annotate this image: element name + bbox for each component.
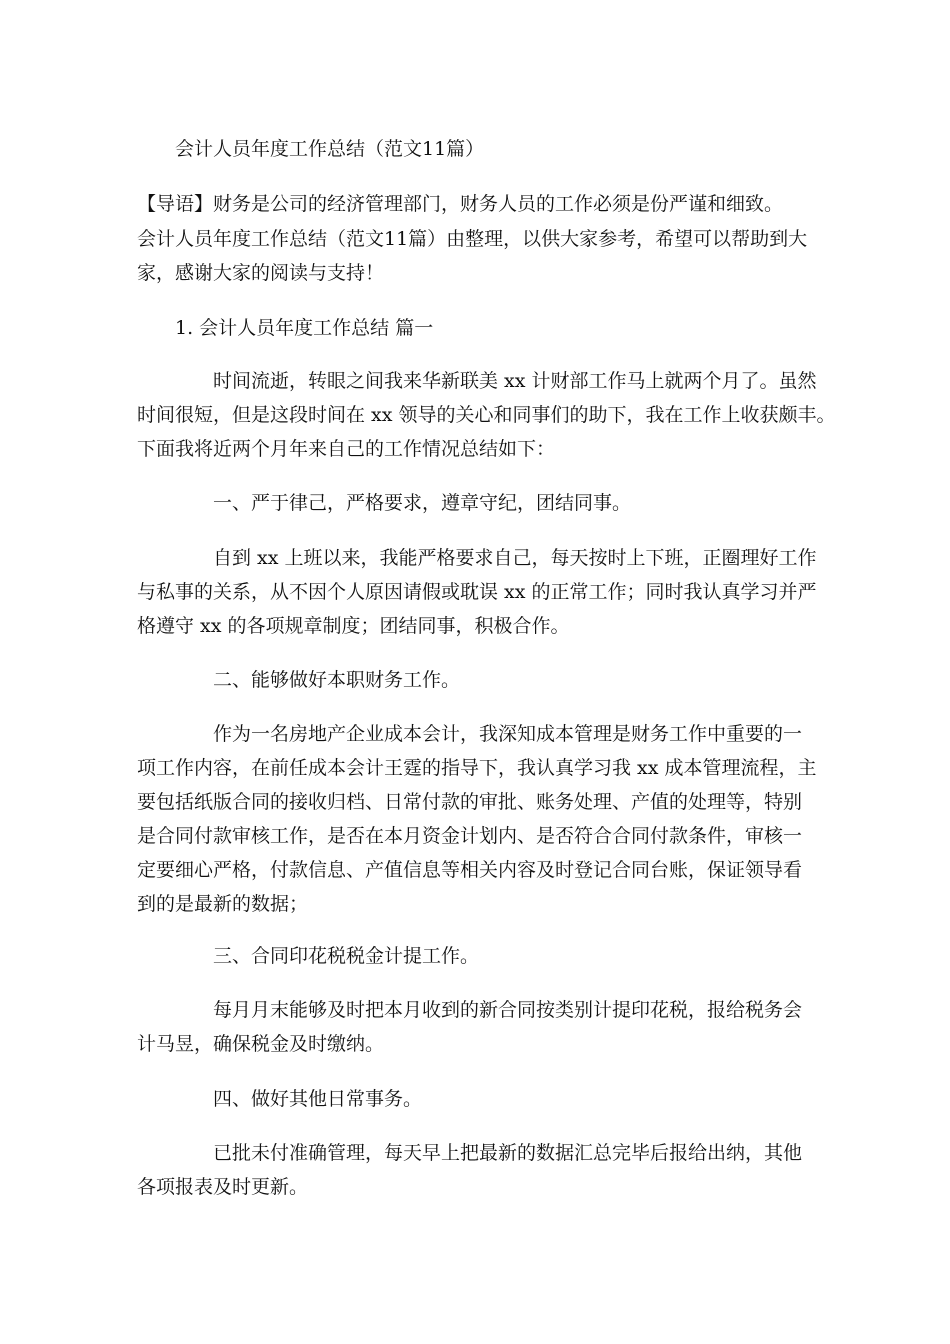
paragraph-line: 到的是最新的数据；	[137, 893, 309, 915]
paragraph-line: 计马昱，确保税金及时缴纳。	[137, 1033, 385, 1055]
subheading-four: 四、做好其他日常事务。	[213, 1088, 423, 1110]
paragraph-line: 格遵守 xx 的各项规章制度；团结同事，积极合作。	[137, 615, 570, 637]
section-heading: 1. 会计人员年度工作总结 篇一	[175, 317, 434, 339]
document-title: 会计人员年度工作总结（范文11篇）	[175, 138, 485, 160]
intro-line-1: 【导语】财务是公司的经济管理部门，财务人员的工作必须是份严谨和细致。	[137, 193, 784, 215]
paragraph-line: 下面我将近两个月年来自己的工作情况总结如下：	[137, 438, 556, 460]
paragraph-line: 是合同付款审核工作，是否在本月资金计划内、是否符合合同付款条件，审核一	[137, 825, 803, 847]
paragraph-line: 已批未付准确管理，每天早上把最新的数据汇总完毕后报给出纳，其他	[213, 1142, 803, 1164]
intro-line-2: 会计人员年度工作总结（范文11篇）由整理，以供大家参考，希望可以帮助到大	[137, 228, 808, 250]
intro-line-3: 家，感谢大家的阅读与支持！	[137, 262, 385, 284]
paragraph-line: 项工作内容，在前任成本会计王霆的指导下，我认真学习我 xx 成本管理流程，主	[137, 757, 817, 779]
subheading-three: 三、合同印花税税金计提工作。	[213, 945, 480, 967]
paragraph-line: 作为一名房地产企业成本会计，我深知成本管理是财务工作中重要的一	[213, 723, 803, 745]
paragraph-line: 每月月末能够及时把本月收到的新合同按类别计提印花税，报给税务会	[213, 999, 803, 1021]
paragraph-line: 定要细心严格，付款信息、产值信息等相关内容及时登记合同台账，保证领导看	[137, 859, 803, 881]
paragraph-line: 要包括纸版合同的接收归档、日常付款的审批、账务处理、产值的处理等，特别	[137, 791, 803, 813]
subheading-two: 二、能够做好本职财务工作。	[213, 669, 461, 691]
paragraph-line: 各项报表及时更新。	[137, 1176, 309, 1198]
paragraph-line: 与私事的关系，从不因个人原因请假或耽误 xx 的正常工作；同时我认真学习并严	[137, 581, 817, 603]
paragraph-line: 自到 xx 上班以来，我能严格要求自己，每天按时上下班，正圈理好工作	[213, 547, 817, 569]
paragraph-line: 时间很短，但是这段时间在 xx 领导的关心和同事们的助下，我在工作上收获颇丰。	[137, 404, 836, 426]
subheading-one: 一、严于律己，严格要求，遵章守纪，团结同事。	[213, 492, 632, 514]
paragraph-line: 时间流逝，转眼之间我来华新联美 xx 计财部工作马上就两个月了。虽然	[213, 370, 817, 392]
